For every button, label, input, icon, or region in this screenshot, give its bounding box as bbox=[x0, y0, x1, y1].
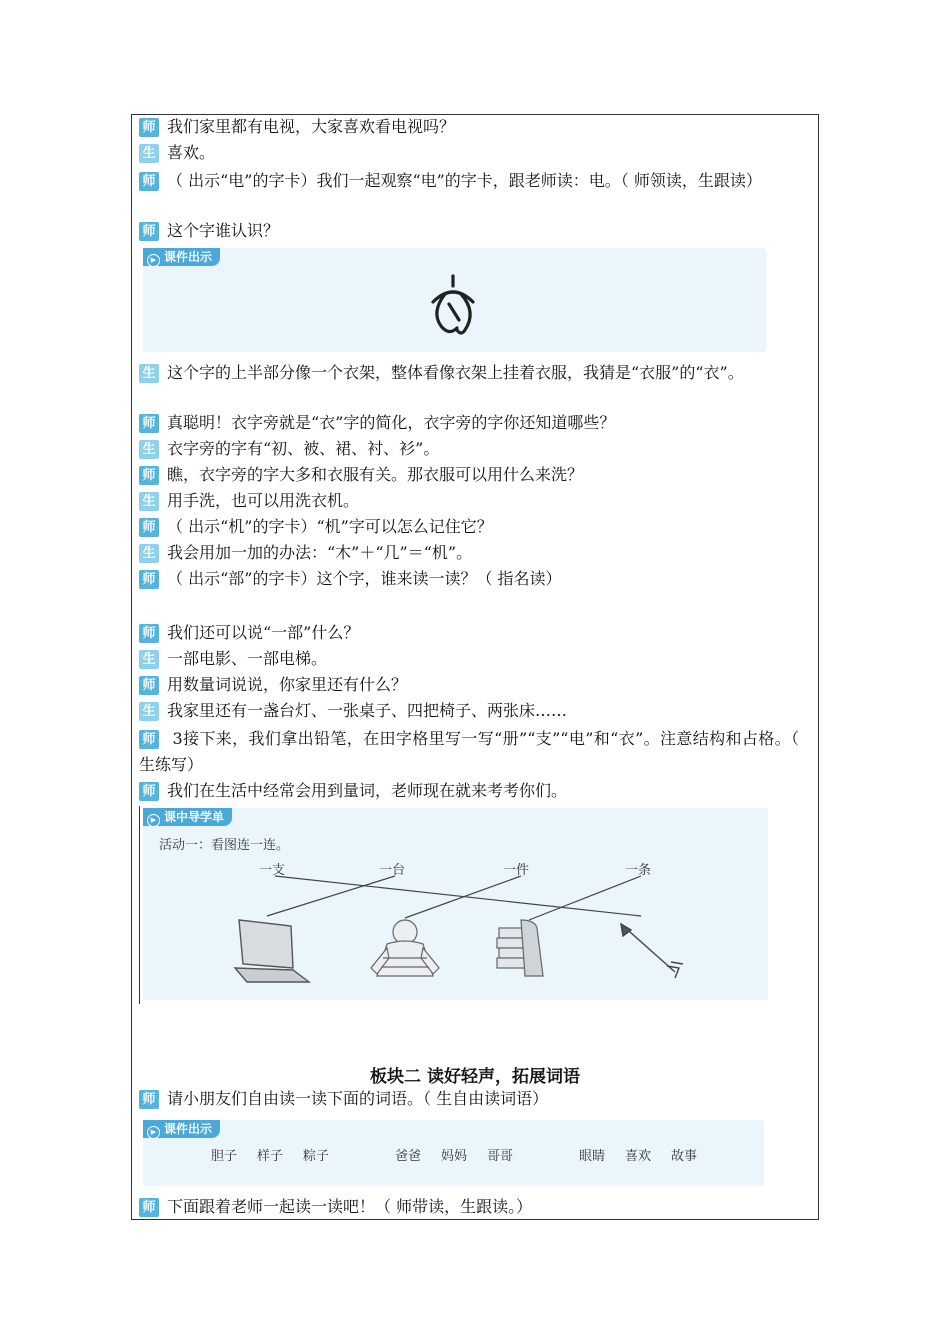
dialogue-text: （ 出示“机”的字卡）“机”字可以怎么记住它？ bbox=[167, 517, 493, 536]
teacher-tag: 师 bbox=[139, 222, 159, 241]
student-tag: 生 bbox=[139, 364, 159, 383]
word-item: 粽子 bbox=[303, 1149, 330, 1164]
teacher-tag: 师 bbox=[139, 1198, 159, 1217]
dialogue-line bbox=[139, 622, 359, 644]
dialogue-text: 用数量词说说，你家里还有什么？ bbox=[167, 675, 408, 694]
activity-instruction: 活动一：看图连一连。 bbox=[159, 838, 290, 853]
dialogue-line bbox=[139, 116, 455, 138]
margin-rule bbox=[139, 806, 140, 1004]
measure-word: 一支 bbox=[259, 863, 286, 878]
dialogue-text: 用手洗，也可以用洗衣机。 bbox=[167, 491, 360, 510]
dialogue-line bbox=[139, 1196, 532, 1218]
dialogue-text: 衣字旁的字有“初、被、裙、衬、衫”。 bbox=[167, 439, 440, 458]
student-tag: 生 bbox=[139, 702, 159, 721]
dialogue-line bbox=[139, 360, 799, 386]
play-icon: ▶ bbox=[147, 1126, 160, 1139]
dialogue-text: 下面跟着老师一起读一读吧！（ 师带读，生跟读。） bbox=[167, 1197, 533, 1216]
dialogue-text: 我家里还有一盏台灯、一张桌子、四把椅子、两张床…… bbox=[167, 701, 568, 720]
word-item: 样子 bbox=[257, 1149, 284, 1164]
arrow-icon bbox=[621, 924, 683, 978]
courseware-badge: ▶ 课件出示 bbox=[143, 248, 220, 266]
ancient-yi-character-glyph bbox=[423, 272, 483, 342]
guide-badge: ▶ 课中导学单 bbox=[143, 808, 232, 826]
teacher-tag: 师 bbox=[139, 1090, 159, 1109]
dialogue-line bbox=[139, 490, 359, 512]
dialogue-text: 我们家里都有电视，大家喜欢看电视吗？ bbox=[167, 117, 456, 136]
word-item: 胆子 bbox=[211, 1149, 238, 1164]
student-tag: 生 bbox=[139, 492, 159, 511]
dialogue-text: 一部电影、一部电梯。 bbox=[167, 649, 328, 668]
dialogue-text: 我会用加一加的办法：“木”＋“几”＝“机”。 bbox=[167, 543, 473, 562]
words-panel bbox=[143, 1120, 764, 1186]
teacher-tag: 师 bbox=[139, 466, 159, 485]
word-item: 哥哥 bbox=[487, 1149, 514, 1164]
dialogue-line bbox=[139, 648, 327, 670]
measure-word: 一件 bbox=[503, 863, 530, 878]
word-item: 妈妈 bbox=[441, 1149, 468, 1164]
play-icon: ▶ bbox=[147, 254, 160, 267]
dialogue-text: （ 出示“电”的字卡）我们一起观察“电”的字卡，跟老师读：电。（ 师领读，生跟读） bbox=[167, 171, 762, 190]
dialogue-text: 这个字谁认识？ bbox=[167, 221, 280, 240]
dialogue-line bbox=[139, 700, 567, 722]
student-tag: 生 bbox=[139, 650, 159, 669]
dialogue-line bbox=[139, 568, 562, 590]
dialogue-line bbox=[139, 464, 583, 486]
teacher-tag: 师 bbox=[139, 118, 159, 137]
teacher-tag: 师 bbox=[139, 782, 159, 801]
dialogue-line bbox=[139, 220, 279, 242]
courseware-panel bbox=[143, 248, 766, 352]
dialogue-line bbox=[139, 168, 799, 194]
courseware-badge: ▶ 课件出示 bbox=[143, 1120, 220, 1138]
teacher-tag: 师 bbox=[139, 414, 159, 433]
dialogue-line bbox=[139, 726, 799, 778]
word-item: 眼睛 bbox=[579, 1149, 606, 1164]
student-tag: 生 bbox=[139, 544, 159, 563]
teacher-tag: 师 bbox=[139, 172, 159, 191]
dialogue-line bbox=[139, 542, 472, 564]
dialogue-line bbox=[139, 674, 407, 696]
teacher-tag: 师 bbox=[139, 518, 159, 537]
measure-word: 一台 bbox=[379, 863, 406, 878]
laptop-icon bbox=[235, 920, 309, 982]
dialogue-text: 瞧，衣字旁的字大多和衣服有关。那衣服可以用什么来洗？ bbox=[167, 465, 584, 484]
jacket-icon bbox=[371, 920, 439, 976]
dialogue-line bbox=[139, 412, 615, 434]
dialogue-text: 我们在生活中经常会用到量词，老师现在就来考考你们。 bbox=[167, 781, 568, 800]
dialogue-line bbox=[139, 780, 567, 802]
dialogue-text: 3接下来，我们拿出铅笔，在田字格里写一写“册”“支”“电”和“衣”。注意结构和占格。（ 生练写） bbox=[139, 729, 799, 774]
dialogue-text: 喜欢。 bbox=[167, 143, 216, 162]
teacher-tag: 师 bbox=[139, 570, 159, 589]
folded-clothes-icon bbox=[497, 920, 543, 976]
dialogue-text: 真聪明！衣字旁就是“衣”字的简化，衣字旁的字你还知道哪些？ bbox=[167, 413, 616, 432]
section-heading: 板块二 读好轻声，拓展词语 bbox=[370, 1067, 580, 1087]
teacher-tag: 师 bbox=[139, 730, 159, 749]
dialogue-line bbox=[139, 142, 215, 164]
word-item: 喜欢 bbox=[625, 1149, 652, 1164]
dialogue-text: （ 出示“部”的字卡）这个字，谁来读一读？（ 指名读） bbox=[167, 569, 562, 588]
dialogue-text: 我们还可以说“一部”什么？ bbox=[167, 623, 360, 642]
teacher-tag: 师 bbox=[139, 676, 159, 695]
matching-illustration bbox=[143, 808, 768, 1000]
dialogue-text: 请小朋友们自由读一读下面的词语。（ 生自由读词语） bbox=[167, 1089, 549, 1108]
guide-panel bbox=[143, 808, 768, 1000]
dialogue-line bbox=[139, 1088, 548, 1110]
measure-word: 一条 bbox=[625, 863, 652, 878]
play-icon: ▶ bbox=[147, 814, 160, 827]
dialogue-line bbox=[139, 516, 493, 538]
word-item: 故事 bbox=[671, 1149, 698, 1164]
word-item: 爸爸 bbox=[395, 1149, 422, 1164]
dialogue-line bbox=[139, 438, 439, 460]
teacher-tag: 师 bbox=[139, 624, 159, 643]
dialogue-text: 这个字的上半部分像一个衣架，整体看像衣架上挂着衣服，我猜是“衣服”的“衣”。 bbox=[167, 363, 744, 382]
student-tag: 生 bbox=[139, 440, 159, 459]
student-tag: 生 bbox=[139, 144, 159, 163]
